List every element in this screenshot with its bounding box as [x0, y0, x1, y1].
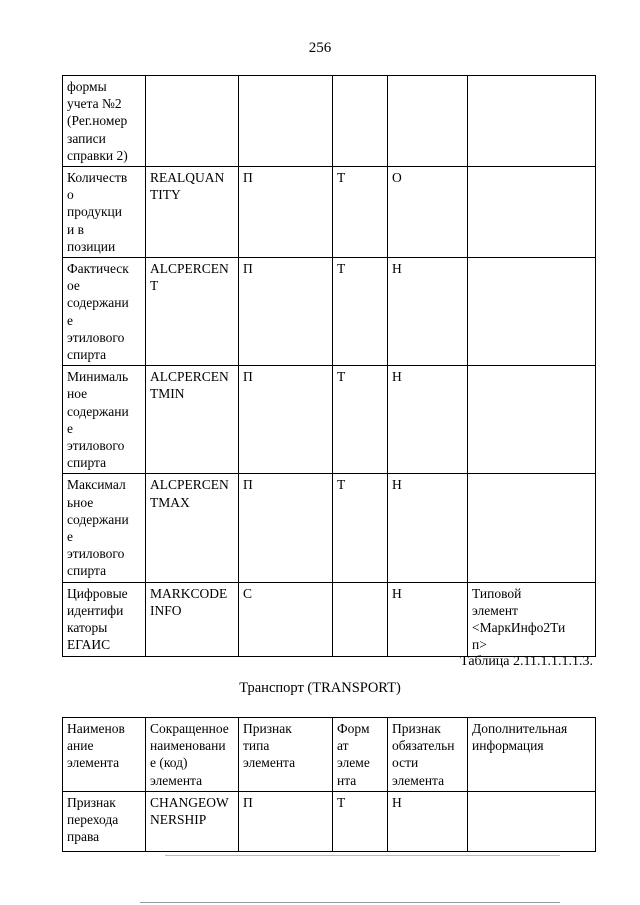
table-cell: Цифровые идентифи каторы ЕГАИС — [63, 582, 146, 656]
table-cell: ALCPERCEN TMAX — [146, 474, 239, 582]
table-cell: Минималь ное содержани е этилового спирта — [63, 366, 146, 474]
table-row — [63, 582, 596, 656]
column-header: Дополнительная информация — [468, 718, 596, 792]
table-row — [63, 258, 596, 366]
table-cell: MARKCODE INFO — [146, 582, 239, 656]
page-number: 256 — [308, 40, 332, 56]
table-cell: Т — [333, 474, 388, 582]
table-product-fields — [62, 75, 596, 657]
table-header-row — [63, 718, 596, 792]
table-cell — [468, 474, 596, 582]
table-cell — [468, 167, 596, 258]
table-cell: Количеств о продукци и в позиции — [63, 167, 146, 258]
table-cell: Т — [333, 167, 388, 258]
table-cell: П — [239, 474, 333, 582]
column-header: Наименов ание элемента — [63, 718, 146, 792]
table-cell: Признак перехода права — [63, 791, 146, 851]
table-cell: С — [239, 582, 333, 656]
table-cell — [388, 76, 468, 167]
column-header: Форм ат элеме нта — [333, 718, 388, 792]
column-header: Сокращенное наименовани е (код) элемента — [146, 718, 239, 792]
table-cell: REALQUAN TITY — [146, 167, 239, 258]
table-transport — [62, 717, 596, 852]
table-cell — [468, 366, 596, 474]
table-row — [63, 76, 596, 167]
table-cell — [468, 76, 596, 167]
scan-line-bottom — [140, 902, 560, 903]
table-row — [63, 791, 596, 851]
table-cell — [146, 76, 239, 167]
table-cell: Максимал ьное содержани е этилового спирта — [63, 474, 146, 582]
scan-line-top — [165, 855, 560, 856]
table-cell: Н — [388, 474, 468, 582]
table-cell: О — [388, 167, 468, 258]
table-cell: ALCPERCEN TMIN — [146, 366, 239, 474]
table-title: Транспорт (TRANSPORT) — [239, 680, 401, 696]
table-cell: Типовой элемент <МаркИнфо2Ти п> — [468, 582, 596, 656]
table-cell: ALCPERCEN T — [146, 258, 239, 366]
table-cell: П — [239, 167, 333, 258]
table-cell: П — [239, 791, 333, 851]
table-cell: П — [239, 258, 333, 366]
table-cell — [333, 582, 388, 656]
table-cell: Т — [333, 366, 388, 474]
table-cell: CHANGEOW NERSHIP — [146, 791, 239, 851]
table-cell — [333, 76, 388, 167]
table-row — [63, 474, 596, 582]
table-cell — [468, 791, 596, 851]
table-cell — [239, 76, 333, 167]
table-number: Таблица 2.11.1.1.1.1.3. — [460, 654, 593, 669]
table-cell — [468, 258, 596, 366]
column-header: Признак типа элемента — [239, 718, 333, 792]
table-cell: Фактическ ое содержани е этилового спирта — [63, 258, 146, 366]
table-cell: Н — [388, 258, 468, 366]
table-cell: Т — [333, 258, 388, 366]
table-cell: Н — [388, 791, 468, 851]
table-cell: Н — [388, 366, 468, 474]
table-cell: формы учета №2 (Рег.номер записи справки 2) — [63, 76, 146, 167]
table-cell: Т — [333, 791, 388, 851]
column-header: Признак обязательн ости элемента — [388, 718, 468, 792]
table-cell: Н — [388, 582, 468, 656]
table-cell: П — [239, 366, 333, 474]
table-row — [63, 366, 596, 474]
table-row — [63, 167, 596, 258]
